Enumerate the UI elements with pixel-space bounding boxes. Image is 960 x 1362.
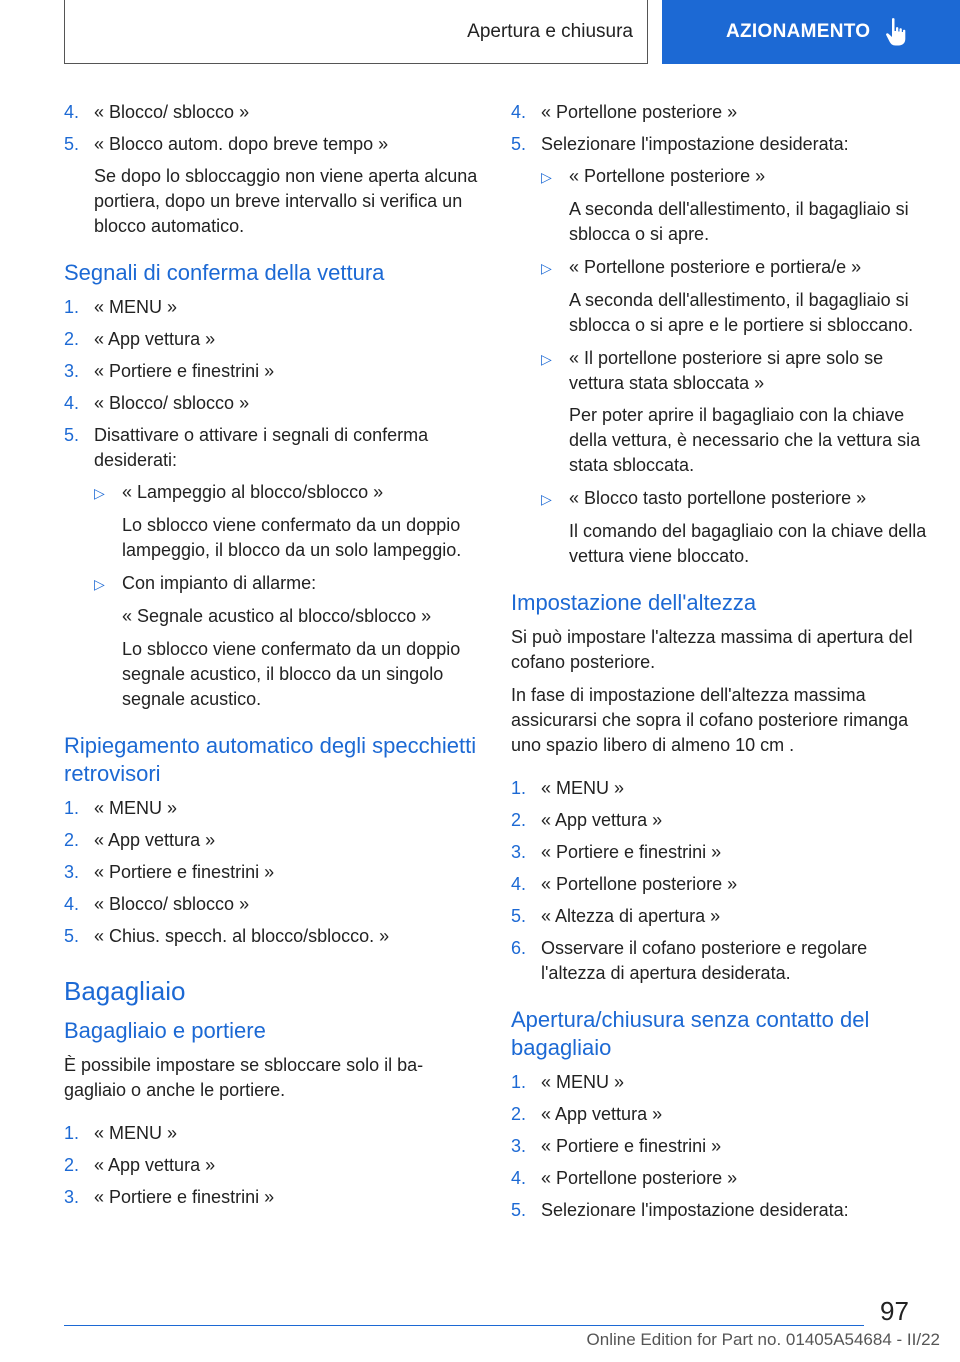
list-note: Se dopo lo sbloccaggio non viene aperta alcuna portiera, dopo un breve intervallo si verifica un blocco automatico. — [94, 166, 478, 236]
sub-option: « Segnale acustico al blocco/sblocco » — [122, 606, 432, 626]
list-item: 3. « Portiere e finestrini » — [64, 361, 275, 381]
footer-divider — [64, 1325, 864, 1326]
triangle-bullet-icon: ▷ — [541, 491, 552, 507]
list-item: 4. « Blocco/ sblocco » — [64, 393, 250, 413]
list-item: 5. « Altezza di apertura » — [511, 906, 721, 926]
triangle-bullet-icon: ▷ — [94, 576, 105, 592]
page-number: 97 — [880, 1296, 909, 1326]
triangle-bullet-icon: ▷ — [541, 351, 552, 367]
header-section-box — [64, 0, 648, 64]
list-item: 3. « Portiere e finestrini » — [511, 1136, 722, 1156]
sub-text: A seconda dell'allestimento, il bagagliaio si sblocca o si apre e le portiere si sbloccano. — [569, 290, 914, 335]
sub-item: ▷ « Blocco tasto portellone posteriore » — [541, 486, 931, 512]
list-item: 2. « App vettura » — [64, 329, 216, 349]
list-item: 5. Selezionare l'impostazione desiderata: — [511, 1200, 849, 1220]
list-item: 4. « Blocco/ sblocco » — [64, 894, 250, 914]
list-item: 3. « Portiere e finestrini » — [64, 1187, 275, 1207]
list-item: 2. « App vettura » — [64, 830, 216, 850]
chapter-title: AZIONAMENTO — [726, 21, 871, 42]
sub-item: ▷ « Lampeggio al blocco/sblocco » — [94, 480, 479, 506]
triangle-bullet-icon: ▷ — [541, 169, 552, 185]
left-column — [64, 100, 479, 1217]
sub-item: ▷ « Il portellone posteriore si apre solo se vettura stata sbloccata » — [541, 346, 931, 396]
triangle-bullet-icon: ▷ — [541, 260, 552, 276]
hand-pointer-icon — [884, 17, 908, 47]
body-text: È possibile impostare se sbloccare solo il bagagliaio o anche le portiere. — [64, 1055, 424, 1100]
list-item: 5. Disattivare o attivare i segnali di conferma desiderati: — [64, 425, 429, 470]
list-item: 1. « MENU » — [64, 297, 178, 317]
list-item: 2. « App vettura » — [64, 1155, 216, 1175]
heading-bagagliaio-portiere: Bagagliaio e portiere — [64, 1018, 266, 1043]
list-item: 2. « App vettura » — [511, 1104, 663, 1124]
sub-item: ▷ « Portellone posteriore e portiera/e » — [541, 255, 931, 281]
heading-senza-contatto: Apertura/chiusura senza contatto del bagagliaio — [511, 1007, 870, 1060]
chapter-tab — [662, 0, 960, 64]
list-item: 2. « App vettura » — [511, 810, 663, 830]
list-item: 4. « Portellone posteriore » — [511, 874, 738, 894]
list-item: 5. « Blocco autom. dopo breve tempo » — [64, 134, 389, 154]
sub-item: ▷ Con impianto di allarme: — [94, 571, 479, 597]
sub-text: Il comando del bagagliaio con la chiave della vettura viene bloccato. — [569, 521, 927, 566]
list-item: 1. « MENU » — [64, 1123, 178, 1143]
right-column — [511, 100, 931, 1230]
heading-altezza: Impostazione dell'altezza — [511, 590, 757, 615]
list-item: 4. « Portellone posteriore » — [511, 102, 738, 122]
sub-text: Lo sblocco viene confermato da un doppio segnale acustico, il blocco da un singolo segnale acustico. — [122, 639, 461, 709]
footer-edition: Online Edition for Part no. 01405A54684 - II/22 — [586, 1330, 940, 1349]
triangle-bullet-icon: ▷ — [94, 485, 105, 501]
heading-segnali: Segnali di conferma della vettura — [64, 260, 385, 285]
list-item: 3. « Portiere e finestrini » — [511, 842, 722, 862]
list-item: 6. Osservare il cofano posteriore e regolare l'altezza di apertura desiderata. — [511, 938, 868, 983]
list-item: 4. « Portellone posteriore » — [511, 1168, 738, 1188]
sub-item: ▷ « Portellone posteriore » — [541, 164, 931, 190]
body-text: In fase di impostazione dell'altezza massima assicurarsi che sopra il cofano posteriore rimanga uno spazio libero di almeno 10 cm . — [511, 685, 909, 755]
section-title: Apertura e chiusura — [467, 20, 633, 42]
list-item: 5. Selezionare l'impostazione desiderata: — [511, 134, 849, 154]
sub-text: Lo sblocco viene confermato da un doppio lampeggio, il blocco da un solo lampeggio. — [122, 515, 462, 560]
sub-text: Per poter aprire il bagagliaio con la chiave della vettura, è necessario che la vettura sia stata sbloccata. — [569, 405, 921, 475]
sub-text: A seconda dell'allestimento, il bagagliaio si sblocca o si apre. — [569, 199, 909, 244]
heading-ripiegamento: Ripiegamento automatico degli specchietti retrovisori — [64, 733, 477, 786]
heading-bagagliaio: Bagagliaio — [64, 976, 186, 1006]
list-item: 4. « Blocco/ sblocco » — [64, 102, 250, 122]
list-item: 1. « MENU » — [511, 1072, 625, 1092]
list-item: 1. « MENU » — [64, 798, 178, 818]
list-item: 3. « Portiere e finestrini » — [64, 862, 275, 882]
list-item: 5. « Chius. specch. al blocco/sblocco. » — [64, 926, 390, 946]
list-item: 1. « MENU » — [511, 778, 625, 798]
body-text: Si può impostare l'altezza massima di apertura del cofano posteriore. — [511, 627, 913, 672]
